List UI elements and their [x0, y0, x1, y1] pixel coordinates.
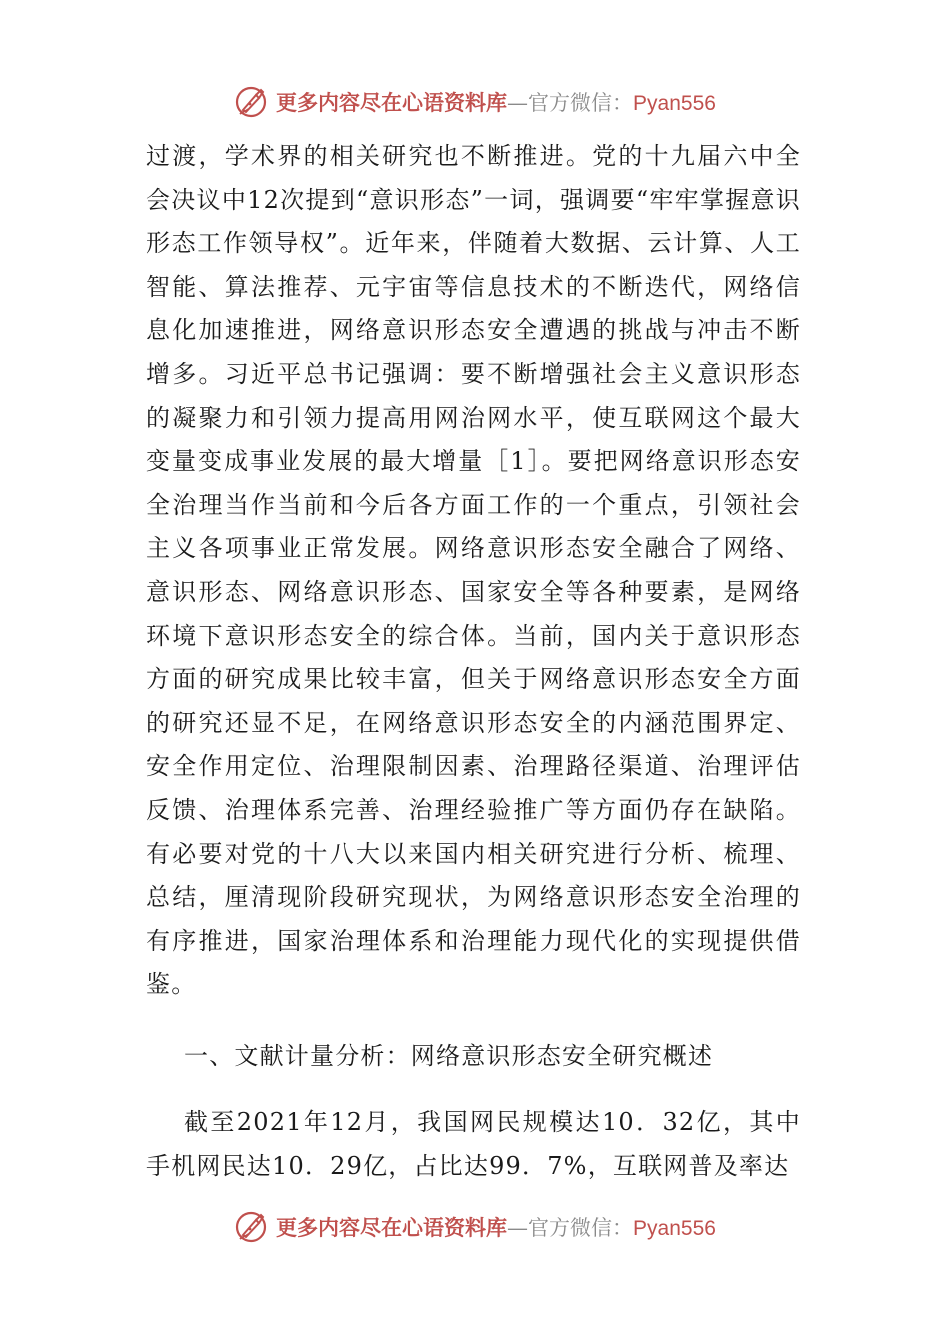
- watermark-text: [276, 1212, 716, 1242]
- watermark-site-text: 更多内容尽在心语资料库: [276, 1215, 508, 1240]
- body-paragraph-1: 过渡，学术界的相关研究也不断推进。党的十九届六中全会决议中12次提到“意识形态”一词，强调要“牢牢掌握意识形态工作领导权”。近年来，伴随着大数据、云计算、人工智能、算法推荐、元宇宙等信息技术的不断迭代，网络信息化加速推进，网络意识形态安全遭遇的挑战与冲击不断增多。习近平总书记强调：要不断增强社会主义意识形态的凝聚力和引领力提高用网治网水平，使互联网这个最大变量变成事业发展的最大增量［1］。要把网络意识形态安全治理当作当前和今后各方面工作的一个重点，引领社会主义各项事业正常发展。网络意识形态安全融合了网络、意识形态、网络意识形态、国家安全等各种要素，是网络环境下意识形态安全的综合体。当前，国内关于意识形态方面的研究成果比较丰富，但关于网络意识形态安全方面的研究还显不足，在网络意识形态安全的内涵范围界定、安全作用定位、治理限制因素、治理路径渠道、治理评估反馈、治理体系完善、治理经验推广等方面仍存在缺陷。有必要对党的十八大以来国内相关研究进行分析、梳理、总结，厘清现阶段研究现状，为网络意识形态安全治理的有序推进，国家治理体系和治理能力现代化的实现提供借鉴。: [146, 142, 801, 999]
- section-heading: 一、文献计量分析：网络意识形态安全研究概述: [184, 1041, 714, 1070]
- footer-watermark: [0, 1207, 950, 1247]
- watermark-wechat-id: Pyan556: [633, 1217, 716, 1240]
- body-paragraph-2: 截至2021年12月，我国网民规模达10．32亿，其中手机网民达10．29亿，占比达99．7%，互联网普及率达: [146, 1108, 801, 1181]
- watermark-wechat-id: Pyan556: [633, 92, 716, 115]
- watermark-dash: —: [507, 91, 529, 115]
- header-watermark: [0, 82, 950, 122]
- pen-nib-logo-icon: [234, 85, 268, 119]
- watermark-dash: —: [507, 1216, 529, 1240]
- watermark-official-label: 官方微信：: [528, 91, 634, 115]
- watermark-text: [276, 87, 716, 117]
- watermark-site-text: 更多内容尽在心语资料库: [276, 90, 508, 115]
- document-body: [146, 135, 801, 1189]
- pen-nib-logo-icon: [234, 1210, 268, 1244]
- watermark-official-label: 官方微信：: [528, 1216, 634, 1240]
